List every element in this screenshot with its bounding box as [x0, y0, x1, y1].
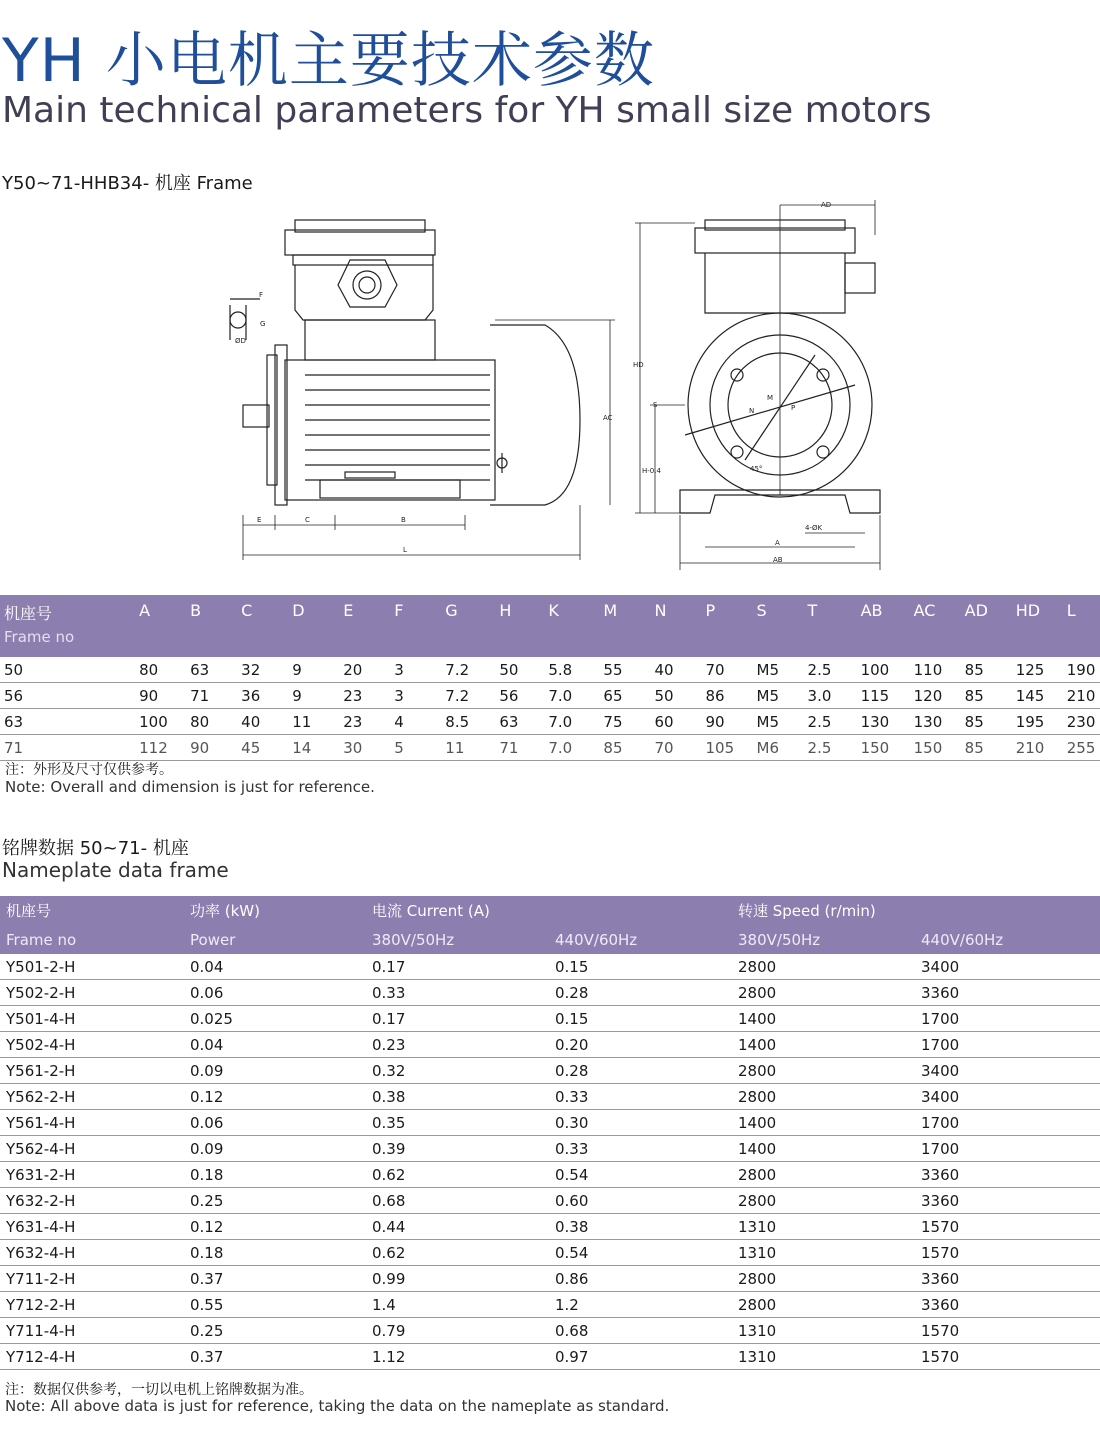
table-cell: 130	[910, 709, 961, 735]
table-cell: 63	[186, 657, 237, 683]
table-cell: 86	[701, 683, 752, 709]
table-cell: M5	[753, 709, 804, 735]
table-row	[0, 1058, 1100, 1084]
dimension-note-en: Note: Overall and dimension is just for reference.	[5, 778, 375, 796]
table-row	[0, 1266, 1100, 1292]
table-cell: 1.12	[366, 1344, 549, 1370]
table-cell: 0.99	[366, 1266, 549, 1292]
current-380-header: 380V/50Hz	[366, 925, 549, 954]
table-row	[0, 1006, 1100, 1032]
table-cell: 32	[237, 657, 288, 683]
nameplate-table	[0, 896, 1100, 1370]
table-cell: 0.60	[549, 1188, 732, 1214]
col-header: P	[701, 595, 752, 657]
table-cell: 4	[390, 709, 441, 735]
table-cell: 23	[339, 709, 390, 735]
table-row	[0, 1136, 1100, 1162]
table-cell: 0.33	[549, 1136, 732, 1162]
table-cell: Y711-2-H	[0, 1266, 184, 1292]
table-row	[0, 954, 1100, 980]
table-cell: 0.68	[366, 1188, 549, 1214]
table-cell: 1310	[732, 1344, 915, 1370]
table-cell: 0.25	[184, 1318, 366, 1344]
speed-380-header: 380V/50Hz	[732, 925, 915, 954]
table-cell: 2800	[732, 1162, 915, 1188]
table-row	[0, 1188, 1100, 1214]
table-cell: 0.25	[184, 1188, 366, 1214]
col-header: K	[544, 595, 599, 657]
table-cell: Y631-4-H	[0, 1214, 184, 1240]
table-cell: 2800	[732, 1292, 915, 1318]
table-cell: 0.06	[184, 1110, 366, 1136]
dimension-table-header	[0, 595, 1100, 657]
speed-440-header: 440V/60Hz	[915, 925, 1100, 954]
col-header: AC	[910, 595, 961, 657]
front-view	[635, 200, 880, 570]
table-cell: Y712-4-H	[0, 1344, 184, 1370]
table-cell: 0.37	[184, 1344, 366, 1370]
table-cell: 0.23	[366, 1032, 549, 1058]
table-cell: 0.35	[366, 1110, 549, 1136]
speed-header: 转速 Speed (r/min)	[732, 896, 1100, 925]
label-hd: HD	[633, 361, 644, 369]
table-cell: 70	[650, 735, 701, 761]
table-cell: 3360	[915, 1266, 1100, 1292]
col-header: M	[599, 595, 650, 657]
table-row	[0, 1318, 1100, 1344]
table-cell: 0.39	[366, 1136, 549, 1162]
table-cell: 56	[495, 683, 544, 709]
table-cell: 1700	[915, 1110, 1100, 1136]
table-cell: 195	[1012, 709, 1063, 735]
table-cell: 0.55	[184, 1292, 366, 1318]
table-cell: 85	[961, 709, 1012, 735]
col-header: E	[339, 595, 390, 657]
table-cell: 1700	[915, 1006, 1100, 1032]
table-cell: 71	[0, 735, 135, 761]
table-cell: 3360	[915, 1162, 1100, 1188]
table-cell: 105	[701, 735, 752, 761]
label-d: ØD	[235, 337, 246, 345]
table-cell: 255	[1063, 735, 1100, 761]
table-cell: 75	[599, 709, 650, 735]
table-cell: 112	[135, 735, 186, 761]
power-header-cn: 功率 (kW)	[184, 896, 366, 925]
table-cell: 125	[1012, 657, 1063, 683]
label-c: C	[305, 516, 310, 524]
frame-caption: Y50~71-HHB34- 机座 Frame	[2, 173, 253, 194]
table-row	[0, 1162, 1100, 1188]
motor-drawing	[215, 195, 895, 580]
side-view	[230, 220, 615, 560]
label-e: E	[257, 516, 262, 524]
table-cell: 0.68	[549, 1318, 732, 1344]
page-title: YH 小电机主要技术参数	[2, 26, 655, 96]
table-cell: 0.28	[549, 980, 732, 1006]
table-cell: 0.33	[549, 1084, 732, 1110]
table-cell: 1570	[915, 1344, 1100, 1370]
table-cell: Y631-2-H	[0, 1162, 184, 1188]
table-cell: 110	[910, 657, 961, 683]
table-cell: 0.09	[184, 1136, 366, 1162]
label-h: H-0.4	[642, 467, 661, 475]
table-cell: 2800	[732, 1188, 915, 1214]
table-cell: 70	[701, 657, 752, 683]
table-cell: 3360	[915, 1188, 1100, 1214]
table-cell: 7.0	[544, 709, 599, 735]
frame-header-cn: 机座号	[0, 896, 184, 925]
table-cell: 23	[339, 683, 390, 709]
table-cell: Y501-2-H	[0, 954, 184, 980]
table-cell: 120	[910, 683, 961, 709]
table-cell: 7.2	[441, 657, 495, 683]
current-header: 电流 Current (A)	[366, 896, 732, 925]
table-cell: 3400	[915, 1058, 1100, 1084]
table-row	[0, 1214, 1100, 1240]
table-cell: 50	[495, 657, 544, 683]
col-header: T	[804, 595, 857, 657]
table-cell: 0.17	[366, 1006, 549, 1032]
table-row	[0, 683, 1100, 709]
label-ad: AD	[821, 201, 832, 209]
table-cell: 0.04	[184, 1032, 366, 1058]
nameplate-note-cn: 注：数据仅供参考，一切以电机上铭牌数据为准。	[5, 1382, 313, 1398]
table-cell: 11	[288, 709, 339, 735]
table-cell: 115	[857, 683, 910, 709]
table-cell: 2800	[732, 954, 915, 980]
label-p: P	[791, 404, 796, 412]
table-cell: 0.54	[549, 1162, 732, 1188]
nameplate-title-en: Nameplate data frame	[2, 858, 229, 882]
table-cell: 100	[135, 709, 186, 735]
table-cell: 1570	[915, 1214, 1100, 1240]
label-angle: 45°	[750, 465, 763, 473]
table-cell: Y561-2-H	[0, 1058, 184, 1084]
table-cell: 0.38	[366, 1084, 549, 1110]
table-cell: Y632-4-H	[0, 1240, 184, 1266]
table-cell: 2800	[732, 980, 915, 1006]
col-header: G	[441, 595, 495, 657]
page-subtitle: Main technical parameters for YH small size motors	[2, 90, 932, 131]
table-cell: 0.86	[549, 1266, 732, 1292]
label-k: 4-ØK	[805, 524, 823, 532]
table-cell: 8.5	[441, 709, 495, 735]
table-cell: Y562-4-H	[0, 1136, 184, 1162]
table-row	[0, 735, 1100, 761]
label-n: N	[749, 407, 755, 415]
table-cell: 9	[288, 657, 339, 683]
table-cell: 1310	[732, 1318, 915, 1344]
table-cell: M5	[753, 657, 804, 683]
table-cell: 90	[701, 709, 752, 735]
col-header: HD	[1012, 595, 1063, 657]
table-cell: 40	[650, 657, 701, 683]
table-cell: 0.79	[366, 1318, 549, 1344]
table-row	[0, 657, 1100, 683]
table-cell: 2.5	[804, 735, 857, 761]
table-cell: 7.0	[544, 735, 599, 761]
table-cell: 7.0	[544, 683, 599, 709]
table-cell: 0.15	[549, 1006, 732, 1032]
table-cell: 1570	[915, 1240, 1100, 1266]
table-cell: 80	[186, 709, 237, 735]
col-header: D	[288, 595, 339, 657]
table-cell: 36	[237, 683, 288, 709]
table-cell: 1.4	[366, 1292, 549, 1318]
table-cell: 50	[650, 683, 701, 709]
table-row	[0, 1240, 1100, 1266]
table-row	[0, 1084, 1100, 1110]
table-cell: 0.28	[549, 1058, 732, 1084]
table-cell: 3400	[915, 954, 1100, 980]
table-cell: 210	[1012, 735, 1063, 761]
table-cell: 11	[441, 735, 495, 761]
table-cell: 1700	[915, 1136, 1100, 1162]
nameplate-title-cn: 铭牌数据 50~71- 机座	[2, 838, 189, 859]
table-cell: 0.025	[184, 1006, 366, 1032]
table-cell: Y502-4-H	[0, 1032, 184, 1058]
col-header: H	[495, 595, 544, 657]
table-cell: 1400	[732, 1032, 915, 1058]
table-cell: M6	[753, 735, 804, 761]
table-cell: 45	[237, 735, 288, 761]
current-440-header: 440V/60Hz	[549, 925, 732, 954]
table-cell: 150	[910, 735, 961, 761]
table-cell: 3	[390, 657, 441, 683]
table-cell: 1400	[732, 1006, 915, 1032]
table-cell: 0.62	[366, 1162, 549, 1188]
label-b: B	[401, 516, 406, 524]
table-cell: 5	[390, 735, 441, 761]
table-row	[0, 709, 1100, 735]
table-cell: 0.17	[366, 954, 549, 980]
table-cell: 2800	[732, 1084, 915, 1110]
table-row	[0, 1110, 1100, 1136]
table-cell: 2.5	[804, 657, 857, 683]
table-cell: 2800	[732, 1266, 915, 1292]
table-cell: Y632-2-H	[0, 1188, 184, 1214]
label-l: L	[403, 546, 407, 554]
table-cell: 71	[186, 683, 237, 709]
table-cell: 85	[961, 735, 1012, 761]
table-cell: 1700	[915, 1032, 1100, 1058]
table-cell: 210	[1063, 683, 1100, 709]
label-a: A	[775, 539, 780, 547]
col-header: C	[237, 595, 288, 657]
table-cell: 0.30	[549, 1110, 732, 1136]
table-cell: 40	[237, 709, 288, 735]
table-cell: 60	[650, 709, 701, 735]
table-cell: Y502-2-H	[0, 980, 184, 1006]
table-cell: 0.04	[184, 954, 366, 980]
table-cell: 85	[599, 735, 650, 761]
table-cell: 190	[1063, 657, 1100, 683]
table-cell: 63	[0, 709, 135, 735]
table-cell: 0.20	[549, 1032, 732, 1058]
table-cell: 0.38	[549, 1214, 732, 1240]
table-cell: 14	[288, 735, 339, 761]
table-cell: 0.12	[184, 1084, 366, 1110]
label-ab: AB	[773, 556, 783, 564]
frame-header: 机座号 Frame no	[0, 595, 135, 657]
frame-header-en: Frame no	[0, 925, 184, 954]
table-row	[0, 980, 1100, 1006]
table-cell: 1310	[732, 1240, 915, 1266]
table-cell: 2.5	[804, 709, 857, 735]
table-row	[0, 1032, 1100, 1058]
table-cell: Y712-2-H	[0, 1292, 184, 1318]
table-cell: 3.0	[804, 683, 857, 709]
table-cell: 9	[288, 683, 339, 709]
dimension-table	[0, 595, 1100, 761]
table-cell: 85	[961, 683, 1012, 709]
table-cell: Y561-4-H	[0, 1110, 184, 1136]
col-header: N	[650, 595, 701, 657]
table-cell: 50	[0, 657, 135, 683]
table-cell: 71	[495, 735, 544, 761]
table-cell: 0.32	[366, 1058, 549, 1084]
table-cell: 145	[1012, 683, 1063, 709]
col-header: A	[135, 595, 186, 657]
table-cell: 2800	[732, 1058, 915, 1084]
table-cell: 55	[599, 657, 650, 683]
col-header: B	[186, 595, 237, 657]
label-s: S	[653, 401, 658, 409]
table-cell: 0.97	[549, 1344, 732, 1370]
label-ac: AC	[603, 414, 613, 422]
table-cell: 3	[390, 683, 441, 709]
table-cell: 3360	[915, 980, 1100, 1006]
table-cell: 3400	[915, 1084, 1100, 1110]
table-cell: 63	[495, 709, 544, 735]
col-header: AD	[961, 595, 1012, 657]
col-header: AB	[857, 595, 910, 657]
table-cell: 150	[857, 735, 910, 761]
table-cell: 85	[961, 657, 1012, 683]
table-cell: 0.09	[184, 1058, 366, 1084]
table-cell: Y562-2-H	[0, 1084, 184, 1110]
label-m: M	[767, 394, 774, 402]
table-cell: 90	[186, 735, 237, 761]
table-cell: 3360	[915, 1292, 1100, 1318]
table-cell: 0.54	[549, 1240, 732, 1266]
table-row	[0, 1292, 1100, 1318]
table-cell: 5.8	[544, 657, 599, 683]
table-cell: 0.15	[549, 954, 732, 980]
table-cell: 0.18	[184, 1240, 366, 1266]
table-cell: 0.37	[184, 1266, 366, 1292]
table-cell: 1400	[732, 1110, 915, 1136]
nameplate-note-en: Note: All above data is just for reference, taking the data on the nameplate as standard.	[5, 1397, 670, 1415]
table-cell: M5	[753, 683, 804, 709]
table-cell: 7.2	[441, 683, 495, 709]
table-cell: 1.2	[549, 1292, 732, 1318]
table-cell: Y501-4-H	[0, 1006, 184, 1032]
nameplate-header-row-1	[0, 896, 1100, 925]
col-header: F	[390, 595, 441, 657]
table-cell: 0.62	[366, 1240, 549, 1266]
table-cell: Y711-4-H	[0, 1318, 184, 1344]
table-cell: 65	[599, 683, 650, 709]
label-f: F	[259, 291, 264, 299]
dimension-note-cn: 注：外形及尺寸仅供参考。	[5, 762, 173, 778]
table-row	[0, 1344, 1100, 1370]
label-g: G	[260, 320, 266, 328]
table-cell: 230	[1063, 709, 1100, 735]
table-cell: 0.12	[184, 1214, 366, 1240]
col-header: S	[753, 595, 804, 657]
col-header: L	[1063, 595, 1100, 657]
nameplate-header-row-2	[0, 925, 1100, 954]
table-cell: 100	[857, 657, 910, 683]
table-cell: 90	[135, 683, 186, 709]
table-cell: 30	[339, 735, 390, 761]
table-cell: 0.44	[366, 1214, 549, 1240]
table-cell: 56	[0, 683, 135, 709]
table-cell: 1310	[732, 1214, 915, 1240]
table-cell: 0.06	[184, 980, 366, 1006]
table-cell: 80	[135, 657, 186, 683]
table-cell: 1570	[915, 1318, 1100, 1344]
table-cell: 0.33	[366, 980, 549, 1006]
table-cell: 20	[339, 657, 390, 683]
power-header-en: Power	[184, 925, 366, 954]
table-cell: 130	[857, 709, 910, 735]
table-cell: 0.18	[184, 1162, 366, 1188]
table-cell: 1400	[732, 1136, 915, 1162]
